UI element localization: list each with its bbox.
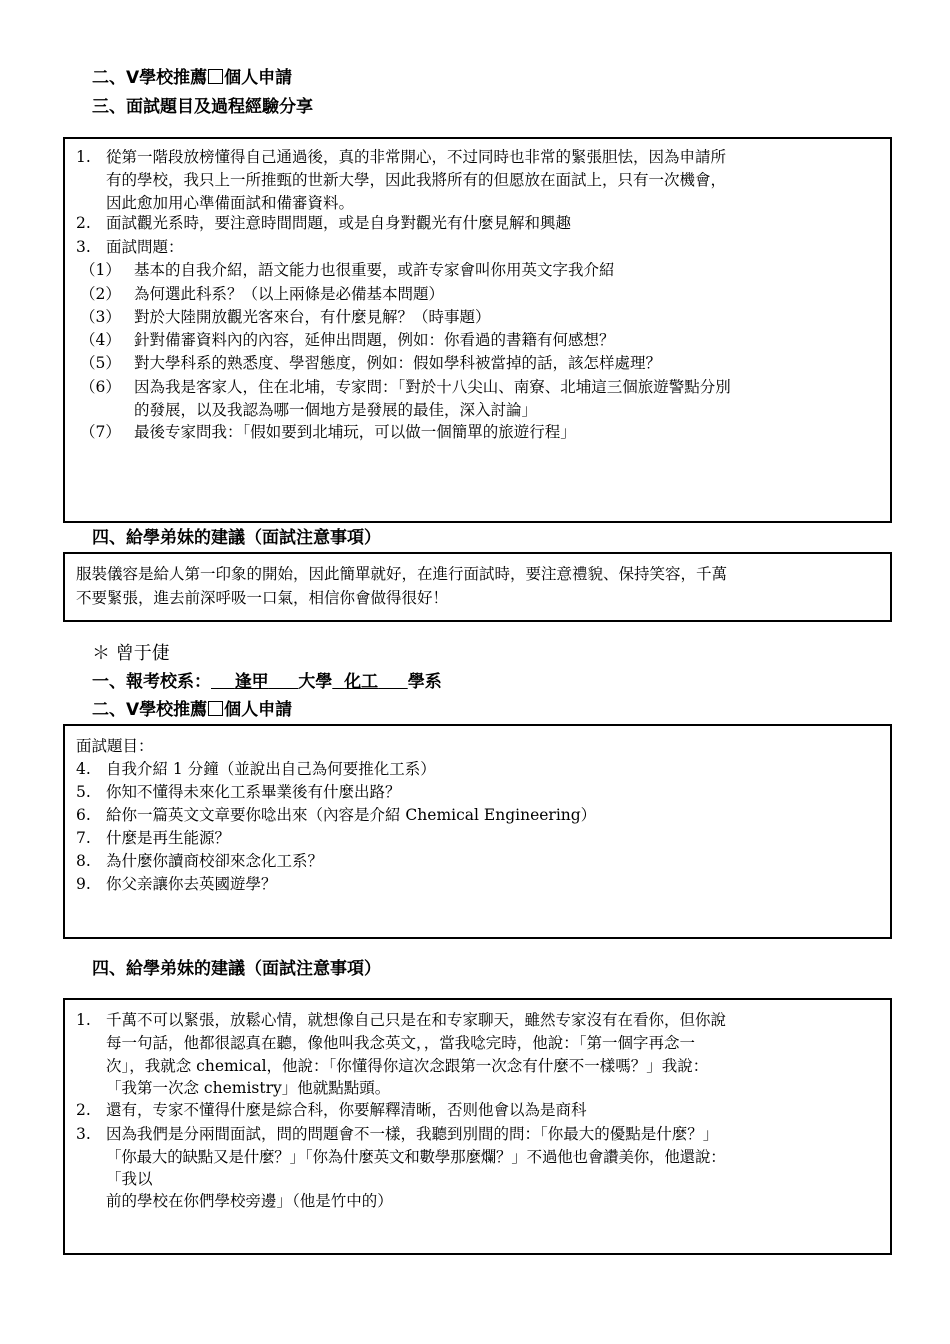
question-item: 對大學科系的熟悉度、學習態度，例如：假如學科被當掉的話，該怎样處理？	[134, 354, 662, 372]
checkbox-icon	[208, 69, 223, 84]
recommend-heading: 二、V學校推薦 個人申請	[92, 68, 293, 88]
question-item: 為何選此科系？（以上兩條是必備基本問題）	[134, 285, 445, 303]
checkbox-icon	[208, 701, 223, 716]
list-item: 因此愈加用心準備面試和備審資料。	[106, 194, 355, 212]
question-item: 什麼是再生能源？	[106, 829, 231, 847]
advice-item: 還有，专家不懂得什麼是綜合科，你要解釋清晰，否则他會以為是商科	[106, 1101, 587, 1119]
advice-text: 服裝儀容是給人第一印象的開始，因此簡單就好，在進行面試時，要注意禮貌、保持笑容，千萬	[76, 565, 728, 583]
student-name: ＊ 曾于倢	[92, 643, 170, 664]
list-item: 面試問題：	[106, 238, 184, 256]
list-item: 從第一階段放榜懂得自己通過後，真的非常開心，不过同時也非常的緊張胆怯，因為申請所	[106, 148, 727, 166]
question-item: 最後专家問我：「假如要到北埔玩，可以做一個簡單的旅遊行程」	[134, 423, 576, 441]
advice-text: 不要緊張，進去前深呼吸一口氣，相信你會做得很好！	[76, 589, 449, 607]
advice-item: 「你最大的缺點又是什麼？」「你為什麼英文和數學那麼爛？」不過他也會讚美你，他還說：	[106, 1148, 726, 1166]
advice-item: 因為我們是分兩間面試，問的問題會不一樣，我聽到別間的問：「你最大的優點是什麼？」	[106, 1125, 719, 1143]
question-item: 給你一篇英文文章要你唸出來（內容是介紹 Chemical Engineering）	[106, 806, 597, 824]
school-name: 逢甲	[234, 672, 269, 692]
question-item: 你父亲讓你去英國遊學？	[106, 875, 277, 893]
advice-item: 前的學校在你們學校旁邊」（他是竹中的）	[106, 1192, 393, 1210]
advice-item: 「我以	[106, 1170, 153, 1188]
school-heading: 一、報考校系： 逢甲 大學 化工 學系	[92, 672, 442, 692]
interview-heading: 三、面試題目及過程經驗分享	[92, 97, 313, 117]
advice-heading-2: 四、給學弟妹的建議（面試注意事項）	[92, 959, 381, 979]
advice-heading: 四、給學弟妹的建議（面試注意事項）	[92, 528, 381, 548]
question-item: 為什麼你讀商校卻來念化工系？	[106, 852, 324, 870]
question-item: 因為我是客家人，住在北埔，专家問：「對於十八尖山、南寮、北埔這三個旅遊警點分別	[134, 378, 731, 396]
recommend-heading-2: 二、V學校推薦 個人申請	[92, 700, 293, 720]
advice-item: 次」，我就念 chemical，他說：「你懂得你這次念跟第一次念有什麼不一樣嗎？」我說：	[106, 1057, 709, 1075]
advice-item: 每一句話，他都很認真在聽，像他叫我念英文，，當我唸完時，他說：「第一個字再念一	[106, 1034, 696, 1052]
question-item: 基本的自我介紹，語文能力也很重要，或許专家會叫你用英文字我介紹	[134, 261, 615, 279]
questions-title: 面試題目：	[76, 737, 154, 755]
question-item: 你知不懂得未來化工系畢業後有什麼出路？	[106, 783, 401, 801]
advice-item: 「我第一次念 chemistry」他就點點頭。	[106, 1079, 391, 1097]
v-mark: V	[126, 68, 140, 88]
list-item: 有的學校，我只上一所推甄的世新大學，因此我將所有的但愿放在面試上，只有一次機會，	[106, 171, 727, 189]
list-item: 面試觀光系時，要注意時間問題，或是自身對觀光有什麼見解和興趣	[106, 214, 572, 232]
advice-item: 千萬不可以緊張，放鬆心情，就想像自己只是在和专家聊天，雖然专家沒有在看你，但你說	[106, 1011, 727, 1029]
department-name: 化工	[344, 672, 379, 692]
question-item: 針對備審資料內的內容，延伸出問題，例如：你看過的書籍有何感想？	[134, 331, 615, 349]
question-item: 自我介紹 1 分鐘（並說出自己為何要推化工系）	[106, 760, 436, 778]
question-item: 對於大陸開放觀光客來台，有什麼見解？（時事題）	[134, 308, 491, 326]
question-item: 的發展，以及我認為哪一個地方是發展的最佳，深入討論」	[134, 401, 538, 419]
